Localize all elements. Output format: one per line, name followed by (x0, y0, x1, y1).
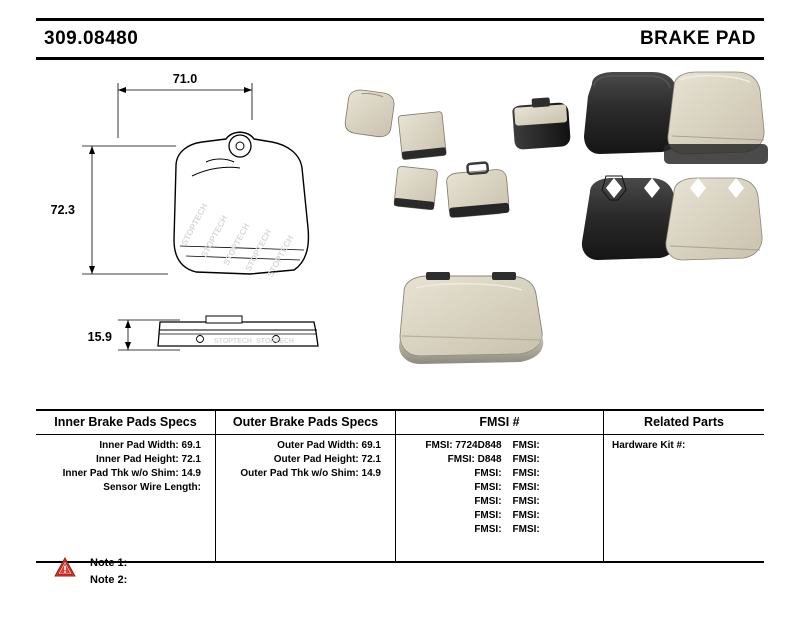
fmsi-right-value: FMSI: (512, 496, 540, 507)
spec-row: Inner Pad Height: 72.1 (95, 454, 201, 465)
svg-text:STOPTECH: STOPTECH (220, 221, 252, 267)
table-row (396, 453, 603, 467)
svg-text:STOPTECH: STOPTECH (214, 338, 252, 345)
spec-row: Hardware Kit #: (612, 440, 686, 451)
fmsi-right-value: FMSI: (512, 440, 540, 451)
related-parts-body (604, 435, 764, 561)
spec-row: Outer Pad Width: 69.1 (277, 440, 381, 451)
svg-text:STOPTECH: STOPTECH (264, 233, 296, 279)
svg-text:71.0: 71.0 (172, 72, 198, 86)
fmsi-title: FMSI # (396, 411, 603, 435)
part-number: 309.08480 (44, 28, 139, 49)
spec-row: Outer Pad Height: 72.1 (273, 454, 381, 465)
pad-photo-group-main (582, 72, 768, 260)
front-view-outline (51, 72, 318, 350)
document-header (36, 18, 764, 60)
fmsi-left-value: FMSI: (474, 496, 502, 507)
fmsi-right-value: FMSI: (512, 454, 540, 465)
warning-icon (54, 557, 76, 577)
related-parts-column (604, 411, 764, 561)
outer-pad-specs-title: Outer Brake Pads Specs (216, 411, 395, 435)
notes-text (90, 555, 127, 589)
technical-drawing (0, 58, 800, 378)
fmsi-left-value: FMSI: (474, 524, 502, 535)
fmsi-body (396, 435, 603, 561)
inner-pad-specs-body (36, 435, 215, 561)
fmsi-left-value: FMSI: D848 (447, 454, 502, 465)
related-parts-title: Related Parts (604, 411, 764, 435)
table-row (396, 495, 603, 509)
table-row (396, 439, 603, 453)
fmsi-column (396, 411, 604, 561)
outer-pad-specs-column (216, 411, 396, 561)
fmsi-left-value: FMSI: (474, 468, 502, 479)
fmsi-right-value: FMSI: (512, 482, 540, 493)
svg-text:STOPTECH: STOPTECH (198, 213, 230, 259)
svg-text:15.9: 15.9 (87, 330, 112, 344)
spec-row: Inner Pad Thk w/o Shim: 14.9 (62, 468, 201, 479)
table-row (396, 467, 603, 481)
svg-text:72.3: 72.3 (50, 203, 75, 217)
outer-pad-specs-body (216, 435, 395, 561)
table-row (396, 523, 603, 537)
svg-text:STOPTECH: STOPTECH (256, 338, 294, 345)
note-1: Note 1: (90, 557, 128, 569)
fmsi-right-value: FMSI: (512, 510, 540, 521)
fmsi-left-value: FMSI: (474, 482, 502, 493)
notes-section (54, 555, 127, 589)
spec-row: Outer Pad Thk w/o Shim: 14.9 (240, 468, 381, 479)
product-type-label: BRAKE PAD (639, 28, 756, 49)
spec-row: Sensor Wire Length: (103, 482, 201, 493)
pad-photo-group-small (344, 88, 571, 218)
note-2: Note 2: (90, 574, 128, 586)
inner-pad-specs-column (36, 411, 216, 561)
fmsi-left-value: FMSI: 7724D848 (425, 440, 502, 451)
fmsi-right-value: FMSI: (512, 468, 540, 479)
table-row (396, 509, 603, 523)
svg-text:STOPTECH: STOPTECH (242, 227, 274, 273)
table-row (396, 481, 603, 495)
fmsi-left-value: FMSI: (474, 510, 502, 521)
svg-text:STOPTECH: STOPTECH (178, 201, 210, 247)
spec-table (36, 409, 764, 563)
spec-row: Inner Pad Width: 69.1 (99, 440, 201, 451)
fmsi-right-value: FMSI: (512, 524, 540, 535)
inner-pad-specs-title: Inner Brake Pads Specs (36, 411, 215, 435)
pad-photo-isometric (399, 272, 543, 364)
